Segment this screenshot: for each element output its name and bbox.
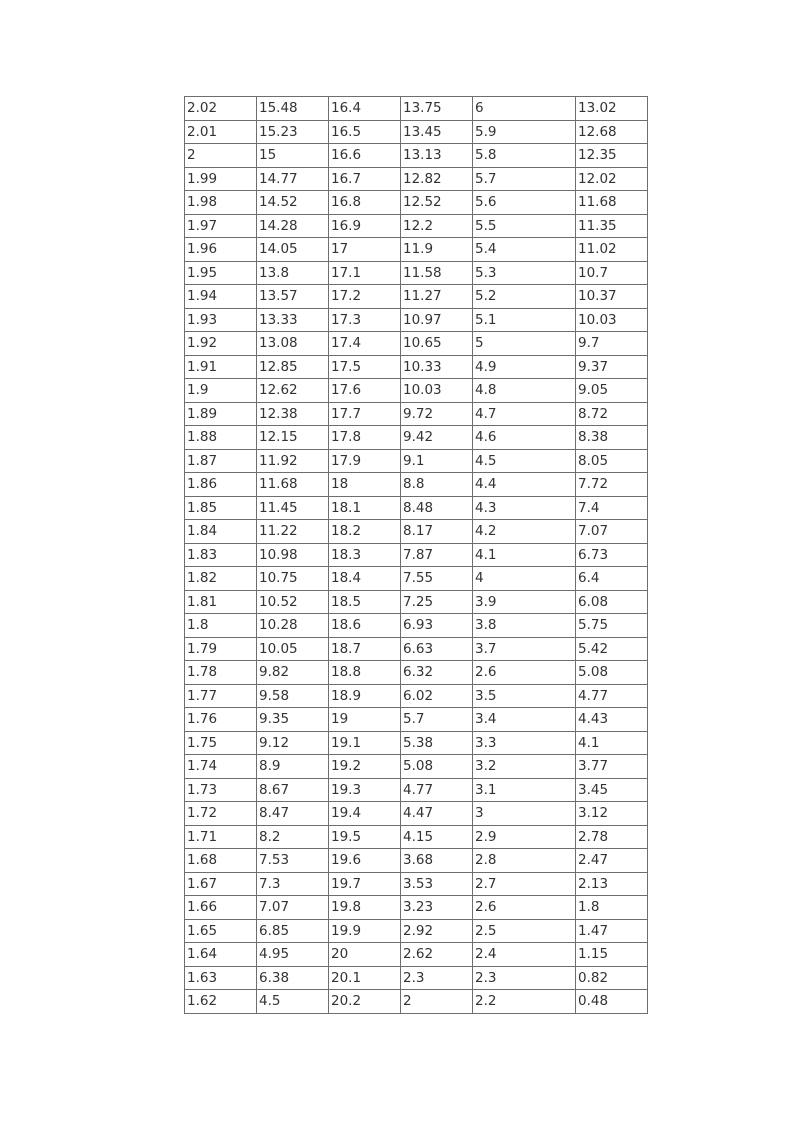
table-cell: 5.1 — [473, 308, 576, 332]
table-cell: 1.78 — [185, 661, 257, 685]
table-cell: 5.8 — [473, 144, 576, 168]
table-cell: 1.71 — [185, 825, 257, 849]
table-row — [185, 684, 648, 708]
table-cell: 1.64 — [185, 943, 257, 967]
table-cell: 9.12 — [257, 731, 329, 755]
table-cell: 10.37 — [576, 285, 648, 309]
table-cell: 7.07 — [257, 896, 329, 920]
table-cell: 5.2 — [473, 285, 576, 309]
table-cell: 11.27 — [401, 285, 473, 309]
table-row — [185, 120, 648, 144]
table-cell: 1.67 — [185, 872, 257, 896]
table-cell: 2.47 — [576, 849, 648, 873]
table-cell: 1.15 — [576, 943, 648, 967]
table-cell: 18.7 — [329, 637, 401, 661]
table-cell: 1.66 — [185, 896, 257, 920]
table-cell: 1.82 — [185, 567, 257, 591]
table-cell: 4.95 — [257, 943, 329, 967]
table-cell: 2.92 — [401, 919, 473, 943]
table-cell: 12.2 — [401, 214, 473, 238]
table-cell: 3.53 — [401, 872, 473, 896]
table-cell: 17.8 — [329, 426, 401, 450]
table-cell: 4.8 — [473, 379, 576, 403]
table-cell: 19.2 — [329, 755, 401, 779]
table-cell: 1.91 — [185, 355, 257, 379]
table-cell: 13.75 — [401, 97, 473, 121]
table-cell: 16.6 — [329, 144, 401, 168]
table-cell: 3 — [473, 802, 576, 826]
table-cell: 4.47 — [401, 802, 473, 826]
table-cell: 12.52 — [401, 191, 473, 215]
table-cell: 20 — [329, 943, 401, 967]
table-cell: 17.4 — [329, 332, 401, 356]
table-cell: 12.38 — [257, 402, 329, 426]
table-cell: 18.6 — [329, 614, 401, 638]
table-cell: 1.77 — [185, 684, 257, 708]
table-cell: 1.92 — [185, 332, 257, 356]
table-cell: 1.47 — [576, 919, 648, 943]
table-cell: 18.1 — [329, 496, 401, 520]
table-cell: 7.25 — [401, 590, 473, 614]
table-cell: 5.7 — [401, 708, 473, 732]
table-row — [185, 708, 648, 732]
table-cell: 11.35 — [576, 214, 648, 238]
table-cell: 10.75 — [257, 567, 329, 591]
table-cell: 2.9 — [473, 825, 576, 849]
table-cell: 11.92 — [257, 449, 329, 473]
table-cell: 15.23 — [257, 120, 329, 144]
table-cell: 10.52 — [257, 590, 329, 614]
table-cell: 19.9 — [329, 919, 401, 943]
table-cell: 8.8 — [401, 473, 473, 497]
table-cell: 6.73 — [576, 543, 648, 567]
table-cell: 2.6 — [473, 896, 576, 920]
table-cell: 3.4 — [473, 708, 576, 732]
table-cell: 2.01 — [185, 120, 257, 144]
table-cell: 3.1 — [473, 778, 576, 802]
table-cell: 5.5 — [473, 214, 576, 238]
table-cell: 11.58 — [401, 261, 473, 285]
table-row — [185, 896, 648, 920]
table-cell: 1.62 — [185, 990, 257, 1014]
table-cell: 12.68 — [576, 120, 648, 144]
table-row — [185, 167, 648, 191]
table-cell: 7.55 — [401, 567, 473, 591]
table-cell: 7.87 — [401, 543, 473, 567]
table-cell: 16.9 — [329, 214, 401, 238]
table-cell: 5.9 — [473, 120, 576, 144]
table-cell: 10.97 — [401, 308, 473, 332]
table-cell: 14.77 — [257, 167, 329, 191]
table-cell: 16.8 — [329, 191, 401, 215]
table-row — [185, 872, 648, 896]
table-cell: 4.77 — [401, 778, 473, 802]
table-cell: 16.5 — [329, 120, 401, 144]
table-cell: 6.63 — [401, 637, 473, 661]
table-cell: 5.75 — [576, 614, 648, 638]
table-cell: 8.47 — [257, 802, 329, 826]
table-cell: 16.7 — [329, 167, 401, 191]
table-cell: 1.8 — [576, 896, 648, 920]
table-cell: 5.7 — [473, 167, 576, 191]
table-row — [185, 614, 648, 638]
table-cell: 4.2 — [473, 520, 576, 544]
table-row — [185, 379, 648, 403]
table-cell: 17.1 — [329, 261, 401, 285]
table-cell: 8.9 — [257, 755, 329, 779]
table-row — [185, 543, 648, 567]
table-cell: 4.1 — [576, 731, 648, 755]
table-cell: 3.68 — [401, 849, 473, 873]
table-cell: 14.28 — [257, 214, 329, 238]
table-cell: 9.42 — [401, 426, 473, 450]
table-cell: 19.6 — [329, 849, 401, 873]
table-cell: 9.35 — [257, 708, 329, 732]
table-cell: 10.65 — [401, 332, 473, 356]
table-cell: 12.82 — [401, 167, 473, 191]
table-cell: 4 — [473, 567, 576, 591]
table-cell: 1.81 — [185, 590, 257, 614]
table-cell: 6.93 — [401, 614, 473, 638]
table-row — [185, 849, 648, 873]
table-cell: 10.05 — [257, 637, 329, 661]
table-cell: 3.7 — [473, 637, 576, 661]
table-row — [185, 802, 648, 826]
table-row — [185, 214, 648, 238]
table-cell: 1.96 — [185, 238, 257, 262]
table-row — [185, 990, 648, 1014]
table-cell: 18.9 — [329, 684, 401, 708]
table-cell: 17.2 — [329, 285, 401, 309]
table-cell: 17.7 — [329, 402, 401, 426]
table-cell: 0.48 — [576, 990, 648, 1014]
table-row — [185, 943, 648, 967]
table-row — [185, 755, 648, 779]
table-row — [185, 778, 648, 802]
table-cell: 1.84 — [185, 520, 257, 544]
table-cell: 5.38 — [401, 731, 473, 755]
table-cell: 9.1 — [401, 449, 473, 473]
table-cell: 4.9 — [473, 355, 576, 379]
table-cell: 1.9 — [185, 379, 257, 403]
table-cell: 4.77 — [576, 684, 648, 708]
table-cell: 12.35 — [576, 144, 648, 168]
table-cell: 2.3 — [401, 966, 473, 990]
table-cell: 20.1 — [329, 966, 401, 990]
table-row — [185, 496, 648, 520]
table-cell: 10.03 — [576, 308, 648, 332]
table-cell: 6.08 — [576, 590, 648, 614]
table-cell: 18.3 — [329, 543, 401, 567]
table-cell: 19 — [329, 708, 401, 732]
table-cell: 11.68 — [257, 473, 329, 497]
table-row — [185, 261, 648, 285]
table-cell: 10.98 — [257, 543, 329, 567]
table-cell: 13.08 — [257, 332, 329, 356]
table-cell: 8.38 — [576, 426, 648, 450]
table-cell: 19.4 — [329, 802, 401, 826]
table-cell: 3.77 — [576, 755, 648, 779]
table-cell: 15 — [257, 144, 329, 168]
table-cell: 0.82 — [576, 966, 648, 990]
table-cell: 2.8 — [473, 849, 576, 873]
table-cell: 1.88 — [185, 426, 257, 450]
table-cell: 19.8 — [329, 896, 401, 920]
table-cell: 1.95 — [185, 261, 257, 285]
table-cell: 13.33 — [257, 308, 329, 332]
table-row — [185, 449, 648, 473]
table-cell: 18.5 — [329, 590, 401, 614]
table-cell: 5.08 — [576, 661, 648, 685]
data-table — [184, 96, 648, 1014]
table-row — [185, 238, 648, 262]
table-cell: 12.85 — [257, 355, 329, 379]
table-cell: 18.8 — [329, 661, 401, 685]
table-cell: 1.8 — [185, 614, 257, 638]
table-cell: 14.05 — [257, 238, 329, 262]
table-cell: 1.65 — [185, 919, 257, 943]
table-cell: 13.45 — [401, 120, 473, 144]
table-cell: 8.05 — [576, 449, 648, 473]
table-cell: 10.33 — [401, 355, 473, 379]
table-cell: 3.3 — [473, 731, 576, 755]
table-cell: 11.9 — [401, 238, 473, 262]
table-cell: 2 — [185, 144, 257, 168]
table-row — [185, 520, 648, 544]
table-cell: 2 — [401, 990, 473, 1014]
table-cell: 20.2 — [329, 990, 401, 1014]
table-cell: 5.42 — [576, 637, 648, 661]
table-cell: 17.9 — [329, 449, 401, 473]
table-cell: 8.67 — [257, 778, 329, 802]
table-cell: 10.7 — [576, 261, 648, 285]
table-row — [185, 731, 648, 755]
table-cell: 3.2 — [473, 755, 576, 779]
table-cell: 4.5 — [473, 449, 576, 473]
table-cell: 2.78 — [576, 825, 648, 849]
table-cell: 1.97 — [185, 214, 257, 238]
table-cell: 6.4 — [576, 567, 648, 591]
table-row — [185, 308, 648, 332]
table-cell: 1.94 — [185, 285, 257, 309]
table-cell: 2.6 — [473, 661, 576, 685]
table-cell: 3.5 — [473, 684, 576, 708]
table-row — [185, 332, 648, 356]
table-cell: 1.93 — [185, 308, 257, 332]
table-cell: 2.4 — [473, 943, 576, 967]
table-row — [185, 966, 648, 990]
table-cell: 5.6 — [473, 191, 576, 215]
table-cell: 1.76 — [185, 708, 257, 732]
table-cell: 5 — [473, 332, 576, 356]
table-cell: 4.3 — [473, 496, 576, 520]
table-cell: 11.22 — [257, 520, 329, 544]
table-cell: 19.1 — [329, 731, 401, 755]
table-cell: 19.3 — [329, 778, 401, 802]
table-cell: 15.48 — [257, 97, 329, 121]
table-row — [185, 825, 648, 849]
table-cell: 4.5 — [257, 990, 329, 1014]
table-cell: 12.02 — [576, 167, 648, 191]
table-row — [185, 426, 648, 450]
table-cell: 3.12 — [576, 802, 648, 826]
table-cell: 5.4 — [473, 238, 576, 262]
table-cell: 14.52 — [257, 191, 329, 215]
table-cell: 2.02 — [185, 97, 257, 121]
table-cell: 10.03 — [401, 379, 473, 403]
table-cell: 13.13 — [401, 144, 473, 168]
table-cell: 2.7 — [473, 872, 576, 896]
table-cell: 9.05 — [576, 379, 648, 403]
table-cell: 6.02 — [401, 684, 473, 708]
table-cell: 3.23 — [401, 896, 473, 920]
table-row — [185, 661, 648, 685]
table-cell: 9.37 — [576, 355, 648, 379]
table-row — [185, 567, 648, 591]
table-cell: 6.32 — [401, 661, 473, 685]
table-row — [185, 473, 648, 497]
table-cell: 2.13 — [576, 872, 648, 896]
table-cell: 9.82 — [257, 661, 329, 685]
table-cell: 4.6 — [473, 426, 576, 450]
table-cell: 3.8 — [473, 614, 576, 638]
table-cell: 12.62 — [257, 379, 329, 403]
table-cell: 2.2 — [473, 990, 576, 1014]
table-cell: 3.45 — [576, 778, 648, 802]
table-body — [185, 97, 648, 1014]
table-row — [185, 919, 648, 943]
table-cell: 18 — [329, 473, 401, 497]
table-cell: 4.43 — [576, 708, 648, 732]
table-cell: 12.15 — [257, 426, 329, 450]
table-cell: 1.87 — [185, 449, 257, 473]
table-cell: 1.99 — [185, 167, 257, 191]
table-cell: 1.79 — [185, 637, 257, 661]
table-cell: 7.53 — [257, 849, 329, 873]
table-cell: 1.74 — [185, 755, 257, 779]
table-cell: 7.07 — [576, 520, 648, 544]
table-row — [185, 191, 648, 215]
table-cell: 11.68 — [576, 191, 648, 215]
table-cell: 6.85 — [257, 919, 329, 943]
table-cell: 5.3 — [473, 261, 576, 285]
table-cell: 8.72 — [576, 402, 648, 426]
table-cell: 1.63 — [185, 966, 257, 990]
table-cell: 13.57 — [257, 285, 329, 309]
table-cell: 8.2 — [257, 825, 329, 849]
table-cell: 13.8 — [257, 261, 329, 285]
table-cell: 4.15 — [401, 825, 473, 849]
table-cell: 2.62 — [401, 943, 473, 967]
table-cell: 2.3 — [473, 966, 576, 990]
table-cell: 13.02 — [576, 97, 648, 121]
table-cell: 16.4 — [329, 97, 401, 121]
table-row — [185, 402, 648, 426]
table-cell: 4.4 — [473, 473, 576, 497]
table-cell: 1.73 — [185, 778, 257, 802]
table-cell: 1.89 — [185, 402, 257, 426]
table-cell: 1.86 — [185, 473, 257, 497]
table-cell: 2.5 — [473, 919, 576, 943]
table-row — [185, 590, 648, 614]
table-cell: 19.5 — [329, 825, 401, 849]
table-row — [185, 355, 648, 379]
table-cell: 4.7 — [473, 402, 576, 426]
table-cell: 17.5 — [329, 355, 401, 379]
table-cell: 1.68 — [185, 849, 257, 873]
table-row — [185, 97, 648, 121]
table-cell: 8.48 — [401, 496, 473, 520]
table-cell: 5.08 — [401, 755, 473, 779]
table-cell: 1.72 — [185, 802, 257, 826]
table-cell: 17.3 — [329, 308, 401, 332]
table-cell: 8.17 — [401, 520, 473, 544]
table-cell: 9.72 — [401, 402, 473, 426]
table-cell: 11.02 — [576, 238, 648, 262]
table-cell: 7.72 — [576, 473, 648, 497]
table-cell: 4.1 — [473, 543, 576, 567]
table-cell: 1.98 — [185, 191, 257, 215]
table-cell: 18.2 — [329, 520, 401, 544]
table-cell: 18.4 — [329, 567, 401, 591]
table-cell: 7.4 — [576, 496, 648, 520]
table-cell: 17 — [329, 238, 401, 262]
table-row — [185, 285, 648, 309]
table-cell: 9.58 — [257, 684, 329, 708]
table-cell: 1.75 — [185, 731, 257, 755]
table-cell: 19.7 — [329, 872, 401, 896]
table-cell: 10.28 — [257, 614, 329, 638]
table-cell: 6 — [473, 97, 576, 121]
table-row — [185, 144, 648, 168]
table-cell: 3.9 — [473, 590, 576, 614]
table-cell: 1.83 — [185, 543, 257, 567]
table-cell: 1.85 — [185, 496, 257, 520]
table-cell: 11.45 — [257, 496, 329, 520]
table-cell: 7.3 — [257, 872, 329, 896]
table-cell: 6.38 — [257, 966, 329, 990]
table-row — [185, 637, 648, 661]
table-cell: 17.6 — [329, 379, 401, 403]
table-cell: 9.7 — [576, 332, 648, 356]
